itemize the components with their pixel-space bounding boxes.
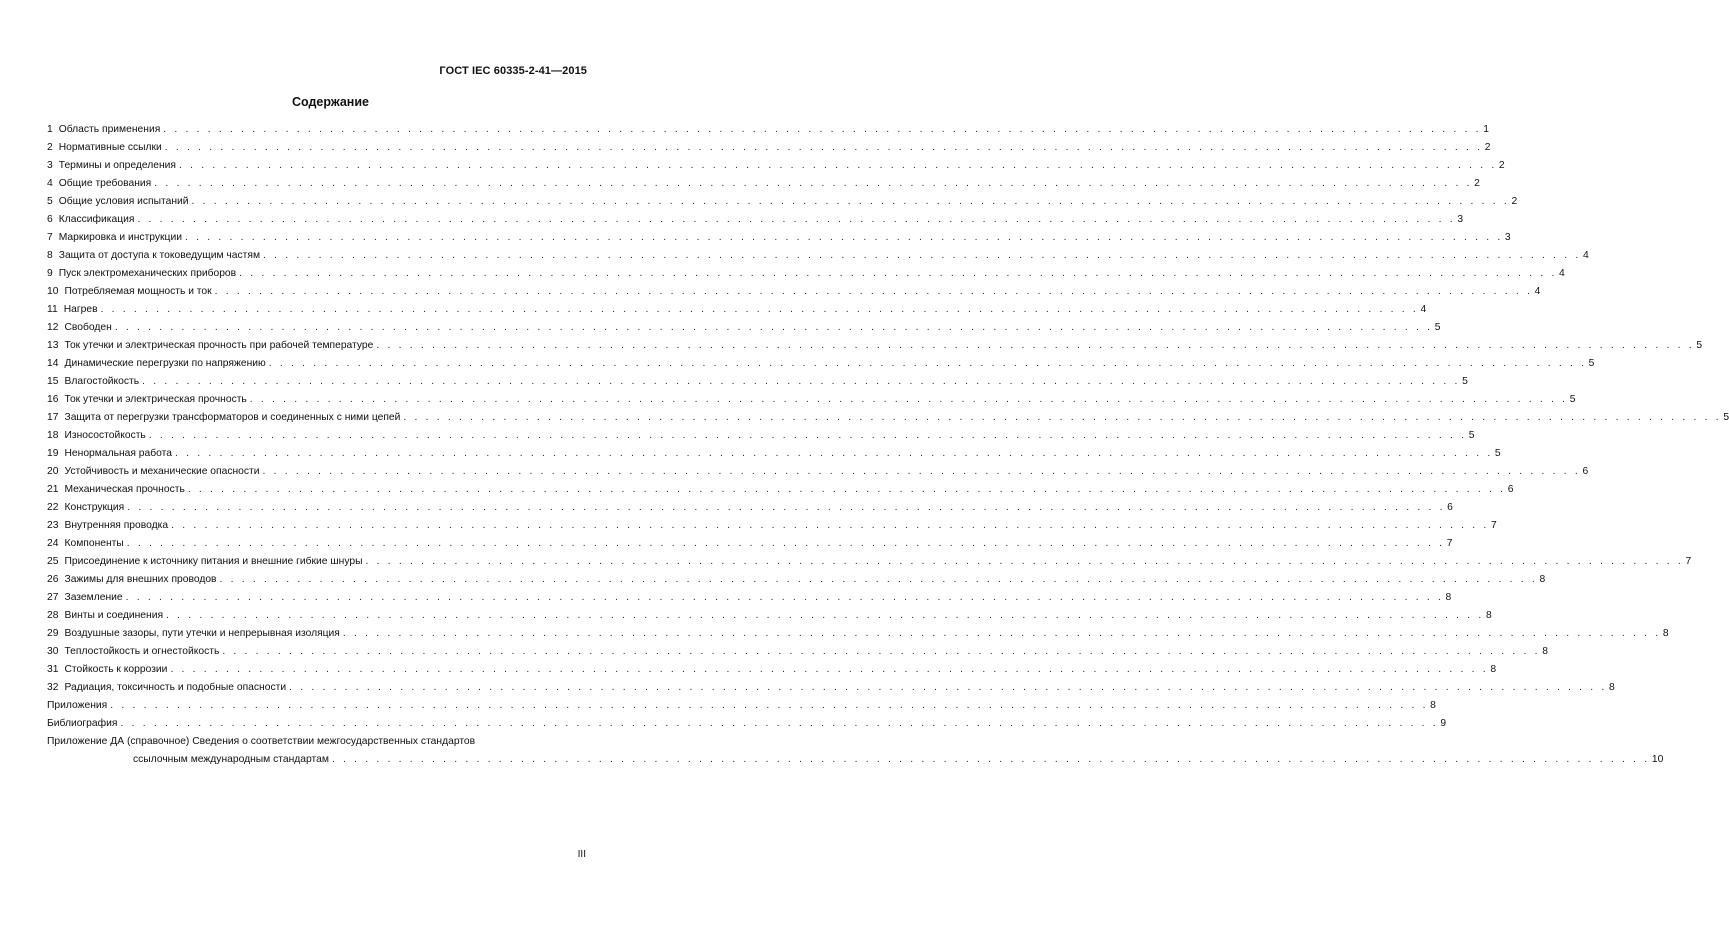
toc-entry-15[interactable] — [47, 373, 1468, 391]
toc-number: 25 — [47, 556, 59, 567]
toc-leader: . . . . . . . . . . . . . . . . . . . . . . . . . . . . . . . . . . . . . . . . . . . . . . . . . . . . . . . . . . . . . . . . . . . . . . . . . . . . . . . . . . . . . . . . . . . . . . . . . . . . . . . . . . . . . . . . . . . . . . . — [184, 232, 1503, 243]
page-title: Содержание — [291, 95, 369, 109]
toc-number: 30 — [47, 646, 59, 657]
toc-number: 13 — [47, 340, 59, 351]
toc-page: 4 — [1534, 286, 1541, 297]
toc-leader: . . . . . . . . . . . . . . . . . . . . . . . . . . . . . . . . . . . . . . . . . . . . . . . . . . . . . . . . . . . . . . . . . . . . . . . . . . . . . . . . . . . . . . . . . . . . . . . . . . . . . . . . . . . . . . . . . . . . . . . — [376, 340, 1695, 351]
toc-entry-12[interactable] — [47, 319, 1441, 337]
toc-leader: . . . . . . . . . . . . . . . . . . . . . . . . . . . . . . . . . . . . . . . . . . . . . . . . . . . . . . . . . . . . . . . . . . . . . . . . . . . . . . . . . . . . . . . . . . . . . . . . . . . . . . . . . . . . . . . . . . . . . . . — [110, 700, 1429, 711]
toc-page: 5 — [1494, 448, 1501, 459]
toc-leader: . . . . . . . . . . . . . . . . . . . . . . . . . . . . . . . . . . . . . . . . . . . . . . . . . . . . . . . . . . . . . . . . . . . . . . . . . . . . . . . . . . . . . . . . . . . . . . . . . . . . . . . . . . . . . . . . . . . . . . . — [127, 502, 1446, 513]
toc-number: 6 — [47, 214, 53, 225]
toc-leader: . . . . . . . . . . . . . . . . . . . . . . . . . . . . . . . . . . . . . . . . . . . . . . . . . . . . . . . . . . . . . . . . . . . . . . . . . . . . . . . . . . . . . . . . . . . . . . . . . . . . . . . . . . . . . . . . . . . . . . . — [100, 304, 1419, 315]
toc-page: 8 — [1485, 610, 1492, 621]
toc-number: 14 — [47, 358, 59, 369]
toc-entry-10[interactable] — [47, 283, 1541, 301]
toc-label: Потребляемая мощность и ток — [64, 286, 212, 297]
toc-page: 8 — [1539, 574, 1546, 585]
toc-label: Износостойкость — [64, 430, 146, 441]
toc-entry-27[interactable] — [47, 589, 1452, 607]
toc-number: 15 — [47, 376, 59, 387]
toc-number: 24 — [47, 538, 59, 549]
toc-page: 5 — [1434, 322, 1441, 333]
toc-entry-30[interactable] — [47, 643, 1548, 661]
toc-leader: . . . . . . . . . . . . . . . . . . . . . . . . . . . . . . . . . . . . . . . . . . . . . . . . . . . . . . . . . . . . . . . . . . . . . . . . . . . . . . . . . . . . . . . . . . . . . . . . . . . . . . . . . . . . . . . . . . . . . . . — [148, 430, 1467, 441]
toc-entry-5[interactable] — [47, 193, 1518, 211]
toc-number: 21 — [47, 484, 59, 495]
toc-entry-11[interactable] — [47, 301, 1427, 319]
toc-leader: . . . . . . . . . . . . . . . . . . . . . . . . . . . . . . . . . . . . . . . . . . . . . . . . . . . . . . . . . . . . . . . . . . . . . . . . . . . . . . . . . . . . . . . . . . . . . . . . . . . . . . . . . . . . . . . . . . . . . . . — [125, 592, 1444, 603]
toc-leader: . . . . . . . . . . . . . . . . . . . . . . . . . . . . . . . . . . . . . . . . . . . . . . . . . . . . . . . . . . . . . . . . . . . . . . . . . . . . . . . . . . . . . . . . . . . . . . . . . . . . . . . . . . . . . . . . . . . . . . . — [114, 322, 1433, 333]
toc-number: 1 — [47, 124, 53, 135]
toc-entry-4[interactable] — [47, 175, 1480, 193]
toc-label: Радиация, токсичность и подобные опасности — [64, 682, 287, 693]
toc-label: Стойкость к коррозии — [64, 664, 168, 675]
toc-page: 9 — [1440, 718, 1447, 729]
toc-leader: . . . . . . . . . . . . . . . . . . . . . . . . . . . . . . . . . . . . . . . . . . . . . . . . . . . . . . . . . . . . . . . . . . . . . . . . . . . . . . . . . . . . . . . . . . . . . . . . . . . . . . . . . . . . . . . . . . . . . . . — [365, 556, 1684, 567]
toc-label: Область применения — [58, 124, 161, 135]
toc-number: 28 — [47, 610, 59, 621]
toc-page: 8 — [1445, 592, 1452, 603]
toc-label: Внутренняя проводка — [64, 520, 169, 531]
toc-label: Библиография — [47, 718, 118, 729]
toc-leader: . . . . . . . . . . . . . . . . . . . . . . . . . . . . . . . . . . . . . . . . . . . . . . . . . . . . . . . . . . . . . . . . . . . . . . . . . . . . . . . . . . . . . . . . . . . . . . . . . . . . . . . . . . . . . . . . . . . . . . . — [174, 448, 1493, 459]
toc-page: 7 — [1491, 520, 1497, 531]
toc-label: Общие требования — [58, 178, 152, 189]
toc-label: Ток утечки и электрическая прочность — [64, 394, 247, 405]
toc-number: 7 — [47, 232, 53, 243]
toc-entry-16[interactable] — [47, 391, 1576, 409]
document-code: ГОСТ IEC 60335-2-41—2015 — [439, 65, 587, 77]
toc-entry-appendices[interactable] — [47, 697, 1436, 715]
toc-entry-25[interactable] — [47, 553, 1692, 571]
toc-leader: . . . . . . . . . . . . . . . . . . . . . . . . . . . . . . . . . . . . . . . . . . . . . . . . . . . . . . . . . . . . . . . . . . . . . . . . . . . . . . . . . . . . . . . . . . . . . . . . . . . . . . . . . . . . . . . . . . . . . . . — [289, 682, 1607, 693]
toc-label: Пуск электромеханических приборов — [58, 268, 237, 279]
toc-number: 22 — [47, 502, 59, 513]
toc-entry-1[interactable] — [47, 121, 1489, 139]
toc-number: 18 — [47, 430, 59, 441]
toc-label: Влагостойкость — [64, 376, 140, 387]
toc-number: 20 — [47, 466, 59, 477]
toc-leader: . . . . . . . . . . . . . . . . . . . . . . . . . . . . . . . . . . . . . . . . . . . . . . . . . . . . . . . . . . . . . . . . . . . . . . . . . . . . . . . . . . . . . . . . . . . . . . . . . . . . . . . . . . . . . . . . . . . . . . . — [120, 718, 1439, 729]
toc-page: 5 — [1696, 340, 1703, 351]
toc-leader: . . . . . . . . . . . . . . . . . . . . . . . . . . . . . . . . . . . . . . . . . . . . . . . . . . . . . . . . . . . . . . . . . . . . . . . . . . . . . . . . . . . . . . . . . . . . . . . . . . . . . . . . . . . . . . . . . . . . . . . — [164, 142, 1483, 153]
table-of-contents — [47, 121, 1729, 769]
toc-label: Ток утечки и электрическая прочность при рабочей температуре — [64, 340, 374, 351]
toc-entry-22[interactable] — [47, 499, 1453, 517]
toc-number: 10 — [47, 286, 59, 297]
toc-page: 1 — [1483, 124, 1489, 135]
toc-label: Классификация — [58, 214, 135, 225]
toc-number: 23 — [47, 520, 59, 531]
toc-entry-19[interactable] — [47, 445, 1501, 463]
toc-leader: . . . . . . . . . . . . . . . . . . . . . . . . . . . . . . . . . . . . . . . . . . . . . . . . . . . . . . . . . . . . . . . . . . . . . . . . . . . . . . . . . . . . . . . . . . . . . . . . . . . . . . . . . . . . . . . . . . . . . . . — [214, 286, 1533, 297]
toc-page: 6 — [1582, 466, 1589, 477]
toc-label: Винты и соединения — [64, 610, 164, 621]
toc-entry-28[interactable] — [47, 607, 1492, 625]
toc-number: 27 — [47, 592, 59, 603]
toc-number: 31 — [47, 664, 59, 675]
toc-entry-21[interactable] — [47, 481, 1514, 499]
toc-page: 5 — [1723, 412, 1729, 423]
toc-leader: . . . . . . . . . . . . . . . . . . . . . . . . . . . . . . . . . . . . . . . . . . . . . . . . . . . . . . . . . . . . . . . . . . . . . . . . . . . . . . . . . . . . . . . . . . . . . . . . . . . . . . . . . . . . . . . . . . . . . . . — [403, 412, 1722, 423]
toc-label: Механическая прочность — [64, 484, 185, 495]
toc-label: Теплостойкость и огнестойкость — [64, 646, 220, 657]
toc-page: 5 — [1569, 394, 1576, 405]
toc-page: 4 — [1559, 268, 1565, 279]
toc-label: Динамические перегрузки по напряжению — [64, 358, 266, 369]
toc-entry-32[interactable] — [47, 679, 1615, 697]
toc-number: 19 — [47, 448, 59, 459]
toc-entry-31[interactable] — [47, 661, 1497, 679]
toc-label: Компоненты — [64, 538, 124, 549]
toc-leader: . . . . . . . . . . . . . . . . . . . . . . . . . . . . . . . . . . . . . . . . . . . . . . . . . . . . . . . . . . . . . . . . . . . . . . . . . . . . . . . . . . . . . . . . . . . . . . . . . . . . . . . . . . . . . . . . . . . . . . . — [187, 484, 1506, 495]
toc-number: 32 — [47, 682, 59, 693]
toc-leader: . . . . . . . . . . . . . . . . . . . . . . . . . . . . . . . . . . . . . . . . . . . . . . . . . . . . . . . . . . . . . . . . . . . . . . . . . . . . . . . . . . . . . . . . . . . . . . . . . . . . . . . . . . . . . . . . . . . . . . . — [342, 628, 1661, 639]
toc-number: 5 — [47, 196, 53, 207]
toc-entry-appendix-da[interactable] — [47, 733, 1664, 769]
toc-entry-bibliography[interactable] — [47, 715, 1447, 733]
toc-label: Приложение ДА (справочное) Сведения о соответствии межгосударственных стандартов — [47, 736, 476, 747]
toc-number: 16 — [47, 394, 59, 405]
toc-label: Устойчивость и механические опасности — [64, 466, 260, 477]
toc-page: 8 — [1542, 646, 1548, 657]
toc-label: Ненормальная работа — [64, 448, 172, 459]
toc-page: 8 — [1490, 664, 1497, 675]
toc-label: Маркировка и инструкции — [58, 232, 182, 243]
toc-leader: . . . . . . . . . . . . . . . . . . . . . . . . . . . . . . . . . . . . . . . . . . . . . . . . . . . . . . . . . . . . . . . . . . . . . . . . . . . . . . . . . . . . . . . . . . . . . . . . . . . . . . . . . . . . . . . . . . . . . . . — [163, 124, 1482, 135]
toc-leader: . . . . . . . . . . . . . . . . . . . . . . . . . . . . . . . . . . . . . . . . . . . . . . . . . . . . . . . . . . . . . . . . . . . . . . . . . . . . . . . . . . . . . . . . . . . . . . . . . . . . . . . . . . . . . . . . . . . . . . . — [262, 466, 1581, 477]
toc-label: Нормативные ссылки — [58, 142, 162, 153]
toc-label: Приложения — [47, 700, 108, 711]
toc-page: 2 — [1474, 178, 1480, 189]
toc-page: 5 — [1468, 430, 1475, 441]
toc-leader: . . . . . . . . . . . . . . . . . . . . . . . . . . . . . . . . . . . . . . . . . . . . . . . . . . . . . . . . . . . . . . . . . . . . . . . . . . . . . . . . . . . . . . . . . . . . . . . . . . . . . . . . . . . . . . . . . . . . . . . — [154, 178, 1473, 189]
toc-label: Заземление — [64, 592, 123, 603]
toc-entry-8[interactable] — [47, 247, 1589, 265]
toc-page: 5 — [1588, 358, 1595, 369]
toc-page: 5 — [1462, 376, 1468, 387]
toc-label: Конструкция — [64, 502, 125, 513]
toc-page: 7 — [1685, 556, 1692, 567]
toc-entry-7[interactable] — [47, 229, 1511, 247]
toc-leader: . . . . . . . . . . . . . . . . . . . . . . . . . . . . . . . . . . . . . . . . . . . . . . . . . . . . . . . . . . . . . . . . . . . . . . . . . . . . . . . . . . . . . . . . . . . . . . . . . . . . . . . . . . . . . . . . . . . . . . . — [239, 268, 1558, 279]
toc-entry-29[interactable] — [47, 625, 1669, 643]
toc-page: 8 — [1662, 628, 1669, 639]
toc-number: 9 — [47, 268, 53, 279]
toc-leader: . . . . . . . . . . . . . . . . . . . . . . . . . . . . . . . . . . . . . . . . . . . . . . . . . . . . . . . . . . . . . . . . . . . . . . . . . . . . . . . . . . . . . . . . . . . . . . . . . . . . . . . . . . . . . . . . . . . . . . . — [137, 214, 1456, 225]
toc-entry-20[interactable] — [47, 463, 1589, 481]
toc-leader: . . . . . . . . . . . . . . . . . . . . . . . . . . . . . . . . . . . . . . . . . . . . . . . . . . . . . . . . . . . . . . . . . . . . . . . . . . . . . . . . . . . . . . . . . . . . . . . . . . . . . . . . . . . . . . . . . . . . . . . — [166, 610, 1484, 621]
toc-label-continued: ссылочным международным стандартам — [133, 754, 329, 765]
toc-entry-13[interactable] — [47, 337, 1703, 355]
toc-number: 4 — [47, 178, 53, 189]
toc-number: 3 — [47, 160, 53, 171]
page-number: III — [577, 849, 586, 860]
toc-entry-3[interactable] — [47, 157, 1505, 175]
toc-leader: . . . . . . . . . . . . . . . . . . . . . . . . . . . . . . . . . . . . . . . . . . . . . . . . . . . . . . . . . . . . . . . . . . . . . . . . . . . . . . . . . . . . . . . . . . . . . . . . . . . . . . . . . . . . . . . . . . . . . . . — [249, 394, 1568, 405]
toc-page: 2 — [1511, 196, 1518, 207]
toc-number: 26 — [47, 574, 59, 585]
toc-leader: . . . . . . . . . . . . . . . . . . . . . . . . . . . . . . . . . . . . . . . . . . . . . . . . . . . . . . . . . . . . . . . . . . . . . . . . . . . . . . . . . . . . . . . . . . . . . . . . . . . . . . . . . . . . . . . . . . . . . . . — [171, 520, 1489, 531]
toc-leader: . . . . . . . . . . . . . . . . . . . . . . . . . . . . . . . . . . . . . . . . . . . . . . . . . . . . . . . . . . . . . . . . . . . . . . . . . . . . . . . . . . . . . . . . . . . . . . . . . . . . . . . . . . . . . . . . . . . . . . . — [268, 358, 1587, 369]
toc-entry-23[interactable] — [47, 517, 1497, 535]
toc-entry-18[interactable] — [47, 427, 1475, 445]
toc-page: 10 — [1651, 754, 1664, 765]
toc-page: 8 — [1430, 700, 1436, 711]
toc-page: 2 — [1484, 142, 1491, 153]
toc-label: Общие условия испытаний — [58, 196, 189, 207]
toc-entry-2[interactable] — [47, 139, 1491, 157]
toc-page: 6 — [1447, 502, 1453, 513]
toc-label: Зажимы для внешних проводов — [64, 574, 217, 585]
toc-label: Защита от перегрузки трансформаторов и соединенных с ними цепей — [64, 412, 401, 423]
toc-entry-14[interactable] — [47, 355, 1595, 373]
toc-leader: . . . . . . . . . . . . . . . . . . . . . . . . . . . . . . . . . . . . . . . . . . . . . . . . . . . . . . . . . . . . . . . . . . . . . . . . . . . . . . . . . . . . . . . . . . . . . . . . . . . . . . . . . . . . . . . . . . . . . . . — [142, 376, 1461, 387]
toc-leader: . . . . . . . . . . . . . . . . . . . . . . . . . . . . . . . . . . . . . . . . . . . . . . . . . . . . . . . . . . . . . . . . . . . . . . . . . . . . . . . . . . . . . . . . . . . . . . . . . . . . . . . . . . . . . . . . . . . . . . . — [170, 664, 1489, 675]
toc-page: 6 — [1507, 484, 1514, 495]
toc-label: Воздушные зазоры, пути утечки и непрерывная изоляция — [64, 628, 340, 639]
toc-page: 7 — [1446, 538, 1453, 549]
toc-page: 3 — [1457, 214, 1464, 225]
toc-entry-24[interactable] — [47, 535, 1453, 553]
toc-number: 12 — [47, 322, 59, 333]
toc-leader: . . . . . . . . . . . . . . . . . . . . . . . . . . . . . . . . . . . . . . . . . . . . . . . . . . . . . . . . . . . . . . . . . . . . . . . . . . . . . . . . . . . . . . . . . . . . . . . . . . . . . . . . . . . . . . . . . . . . . . . — [126, 538, 1445, 549]
toc-entry-17[interactable] — [47, 409, 1729, 427]
toc-page: 3 — [1504, 232, 1511, 243]
toc-entry-26[interactable] — [47, 571, 1546, 589]
toc-label: Свободен — [64, 322, 112, 333]
toc-page: 2 — [1498, 160, 1505, 171]
toc-number: 2 — [47, 142, 53, 153]
toc-leader: . . . . . . . . . . . . . . . . . . . . . . . . . . . . . . . . . . . . . . . . . . . . . . . . . . . . . . . . . . . . . . . . . . . . . . . . . . . . . . . . . . . . . . . . . . . . . . . . . . . . . . . . . . . . . . . . . . . . . . . — [331, 754, 1650, 765]
toc-leader: . . . . . . . . . . . . . . . . . . . . . . . . . . . . . . . . . . . . . . . . . . . . . . . . . . . . . . . . . . . . . . . . . . . . . . . . . . . . . . . . . . . . . . . . . . . . . . . . . . . . . . . . . . . . . . . . . . . . . . . — [178, 160, 1497, 171]
toc-leader: . . . . . . . . . . . . . . . . . . . . . . . . . . . . . . . . . . . . . . . . . . . . . . . . . . . . . . . . . . . . . . . . . . . . . . . . . . . . . . . . . . . . . . . . . . . . . . . . . . . . . . . . . . . . . . . . . . . . . . . — [219, 574, 1538, 585]
toc-page: 4 — [1420, 304, 1427, 315]
toc-number: 17 — [47, 412, 59, 423]
toc-label: Защита от доступа к токоведущим частям — [58, 250, 261, 261]
toc-number: 29 — [47, 628, 59, 639]
toc-page: 8 — [1609, 682, 1615, 693]
toc-leader: . . . . . . . . . . . . . . . . . . . . . . . . . . . . . . . . . . . . . . . . . . . . . . . . . . . . . . . . . . . . . . . . . . . . . . . . . . . . . . . . . . . . . . . . . . . . . . . . . . . . . . . . . . . . . . . . . . . . . . . — [222, 646, 1541, 657]
toc-entry-6[interactable] — [47, 211, 1464, 229]
toc-page: 4 — [1582, 250, 1589, 261]
toc-leader: . . . . . . . . . . . . . . . . . . . . . . . . . . . . . . . . . . . . . . . . . . . . . . . . . . . . . . . . . . . . . . . . . . . . . . . . . . . . . . . . . . . . . . . . . . . . . . . . . . . . . . . . . . . . . . . . . . . . . . . — [191, 196, 1510, 207]
toc-label: Присоединение к источнику питания и внешние гибкие шнуры — [64, 556, 363, 567]
toc-number: 8 — [47, 250, 53, 261]
toc-label: Нагрев — [63, 304, 98, 315]
toc-number: 11 — [47, 304, 58, 315]
toc-entry-9[interactable] — [47, 265, 1565, 283]
toc-leader: . . . . . . . . . . . . . . . . . . . . . . . . . . . . . . . . . . . . . . . . . . . . . . . . . . . . . . . . . . . . . . . . . . . . . . . . . . . . . . . . . . . . . . . . . . . . . . . . . . . . . . . . . . . . . . . . . . . . . . . — [263, 250, 1581, 261]
toc-label: Термины и определения — [58, 160, 176, 171]
